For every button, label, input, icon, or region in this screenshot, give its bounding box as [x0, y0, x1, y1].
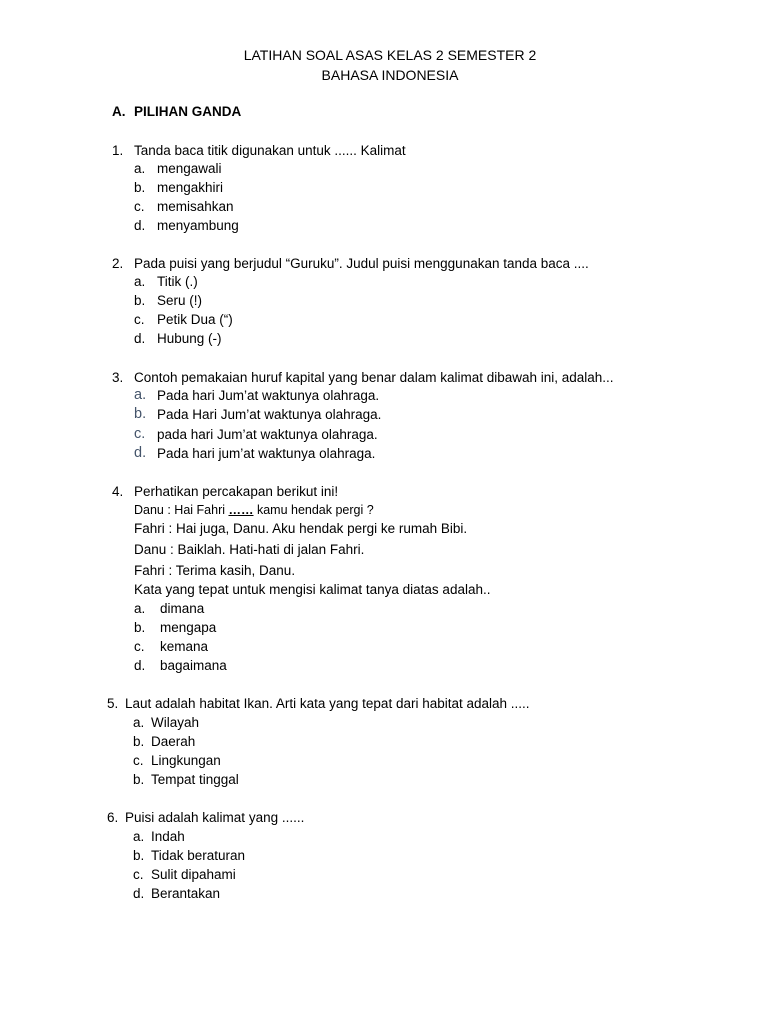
question-number: 5. [107, 696, 119, 711]
option-letter: a. [134, 161, 146, 176]
option-text: Petik Dua (“) [157, 312, 233, 327]
section-heading: PILIHAN GANDA [134, 104, 242, 119]
option-letter: c. [134, 426, 146, 442]
option-text: Daerah [151, 734, 196, 749]
dialog-line: Fahri : Terima kasih, Danu. [134, 563, 296, 578]
option-letter: a. [134, 274, 146, 289]
option-text: Tempat tinggal [151, 772, 239, 787]
option-text: Lingkungan [151, 753, 221, 768]
dialog-text: kamu hendak pergi ? [253, 503, 374, 517]
option-letter: d. [134, 658, 146, 673]
question-text: Laut adalah habitat Ikan. Arti kata yang tepat dari habitat adalah ..... [125, 696, 530, 711]
option-letter: a. [133, 829, 145, 844]
option-letter: b. [133, 734, 145, 749]
option-text: dimana [160, 601, 205, 616]
blank-placeholder: …… [228, 503, 254, 517]
option-text: Sulit dipahami [151, 867, 236, 882]
dialog-line [134, 502, 374, 518]
option-letter: a. [134, 601, 146, 616]
option-text: mengawali [157, 161, 222, 176]
document-title: LATIHAN SOAL ASAS KELAS 2 SEMESTER 2 [243, 47, 537, 63]
dialog-text: Danu : Hai Fahri [134, 503, 229, 517]
option-text: kemana [160, 639, 209, 654]
section-letter: A. [112, 104, 126, 119]
option-letter: d. [133, 886, 145, 901]
question-text: Perhatikan percakapan berikut ini! [134, 484, 339, 499]
option-text: Hubung (-) [157, 331, 222, 346]
question-text: Pada puisi yang berjudul “Guruku”. Judul puisi menggunakan tanda baca .... [134, 256, 589, 271]
option-text: pada hari Jum’at waktunya olahraga. [157, 427, 378, 442]
option-text: Seru (!) [157, 293, 203, 308]
question-text: Tanda baca titik digunakan untuk ...... Kalimat [134, 143, 406, 158]
option-letter: b. [134, 180, 146, 195]
option-text: Tidak beraturan [151, 848, 246, 863]
dialog-line: Fahri : Hai juga, Danu. Aku hendak pergi ke rumah Bibi. [134, 521, 468, 536]
option-letter: d. [134, 445, 147, 461]
option-letter: b. [133, 772, 145, 787]
option-letter: a. [134, 387, 147, 403]
question-prompt: Kata yang tepat untuk mengisi kalimat tanya diatas adalah.. [134, 582, 491, 597]
option-text: bagaimana [160, 658, 227, 673]
option-letter: c. [134, 199, 145, 214]
dialog-line: Danu : Baiklah. Hati-hati di jalan Fahri. [134, 542, 365, 557]
option-letter: b. [133, 848, 145, 863]
option-letter: c. [134, 639, 145, 654]
option-text: Pada hari Jum’at waktunya olahraga. [157, 388, 380, 403]
question-number: 1. [112, 143, 124, 158]
option-letter: b. [134, 620, 146, 635]
question-number: 3. [112, 370, 124, 385]
option-text: mengakhiri [157, 180, 224, 195]
question-text: Contoh pemakaian huruf kapital yang benar dalam kalimat dibawah ini, adalah... [134, 370, 614, 385]
option-letter: b. [134, 406, 147, 422]
option-letter: c. [133, 753, 144, 768]
option-text: menyambung [157, 218, 239, 233]
option-letter: a. [133, 715, 145, 730]
option-text: memisahkan [157, 199, 234, 214]
option-letter: d. [134, 218, 146, 233]
option-letter: b. [134, 293, 146, 308]
question-number: 2. [112, 256, 124, 271]
option-text: Pada Hari Jum’at waktunya olahraga. [157, 407, 382, 422]
question-number: 6. [107, 810, 119, 825]
option-letter: d. [134, 331, 146, 346]
option-text: Berantakan [151, 886, 221, 901]
question-text: Puisi adalah kalimat yang ...... [125, 810, 305, 825]
option-text: mengapa [160, 620, 217, 635]
option-letter: c. [133, 867, 144, 882]
option-text: Wilayah [151, 715, 200, 730]
option-text: Indah [151, 829, 185, 844]
document-subtitle: BAHASA INDONESIA [321, 67, 459, 83]
question-number: 4. [112, 484, 124, 499]
option-text: Titik (.) [157, 274, 198, 289]
option-text: Pada hari jum’at waktunya olahraga. [157, 446, 376, 461]
option-letter: c. [134, 312, 145, 327]
